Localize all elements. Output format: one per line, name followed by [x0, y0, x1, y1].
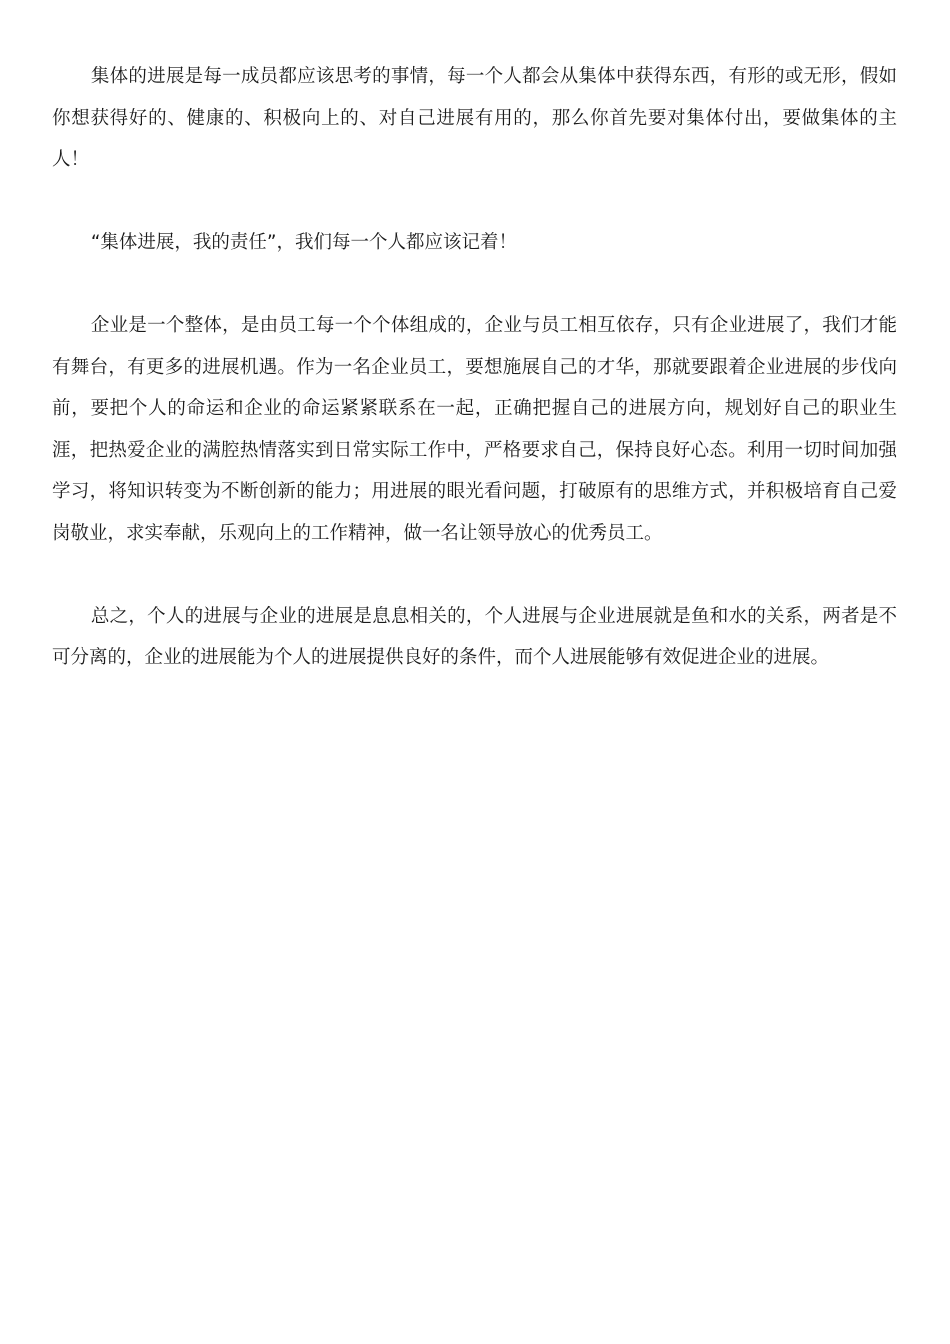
paragraph-slogan: “集体进展，我的责任”，我们每一个人都应该记着！ — [90, 232, 518, 253]
paragraph-collective-development: 集体的进展是每一成员都应该思考的事情，每一个人都会从集体中获得东西，有形的或无形，假如你想获得好的、健康的、积极向上的、对自己进展有用的，那么你首先要对集体付出，要做集体的主人！ — [52, 66, 897, 170]
paragraph-conclusion: 总之，个人的进展与企业的进展是息息相关的，个人进展与企业进展就是鱼和水的关系，两者是不可分离的，企业的进展能为个人的进展提供良好的条件，而个人进展能够有效促进企业的进展。 — [52, 605, 897, 668]
document-body — [52, 56, 897, 720]
paragraph-enterprise-employee: 企业是一个整体，是由员工每一个个体组成的，企业与员工相互依存，只有企业进展了，我们才能有舞台，有更多的进展机遇。作为一名企业员工，要想施展自己的才华，那就要跟着企业进展的步伐向前，要把个人的命运和企业的命运紧紧联系在一起，正确把握自己的进展方向，规划好自己的职业生涯，把热爱企业的满腔热情落实到日常实际工作中，严格要求自己，保持良好心态。利用一切时间加强学习，将知识转变为不断创新的能力；用进展的眼光看问题，打破原有的思维方式，并积极培育自己爱岗敬业，求实奉献，乐观向上的工作精神，做一名让领导放心的优秀员工。 — [52, 315, 897, 544]
